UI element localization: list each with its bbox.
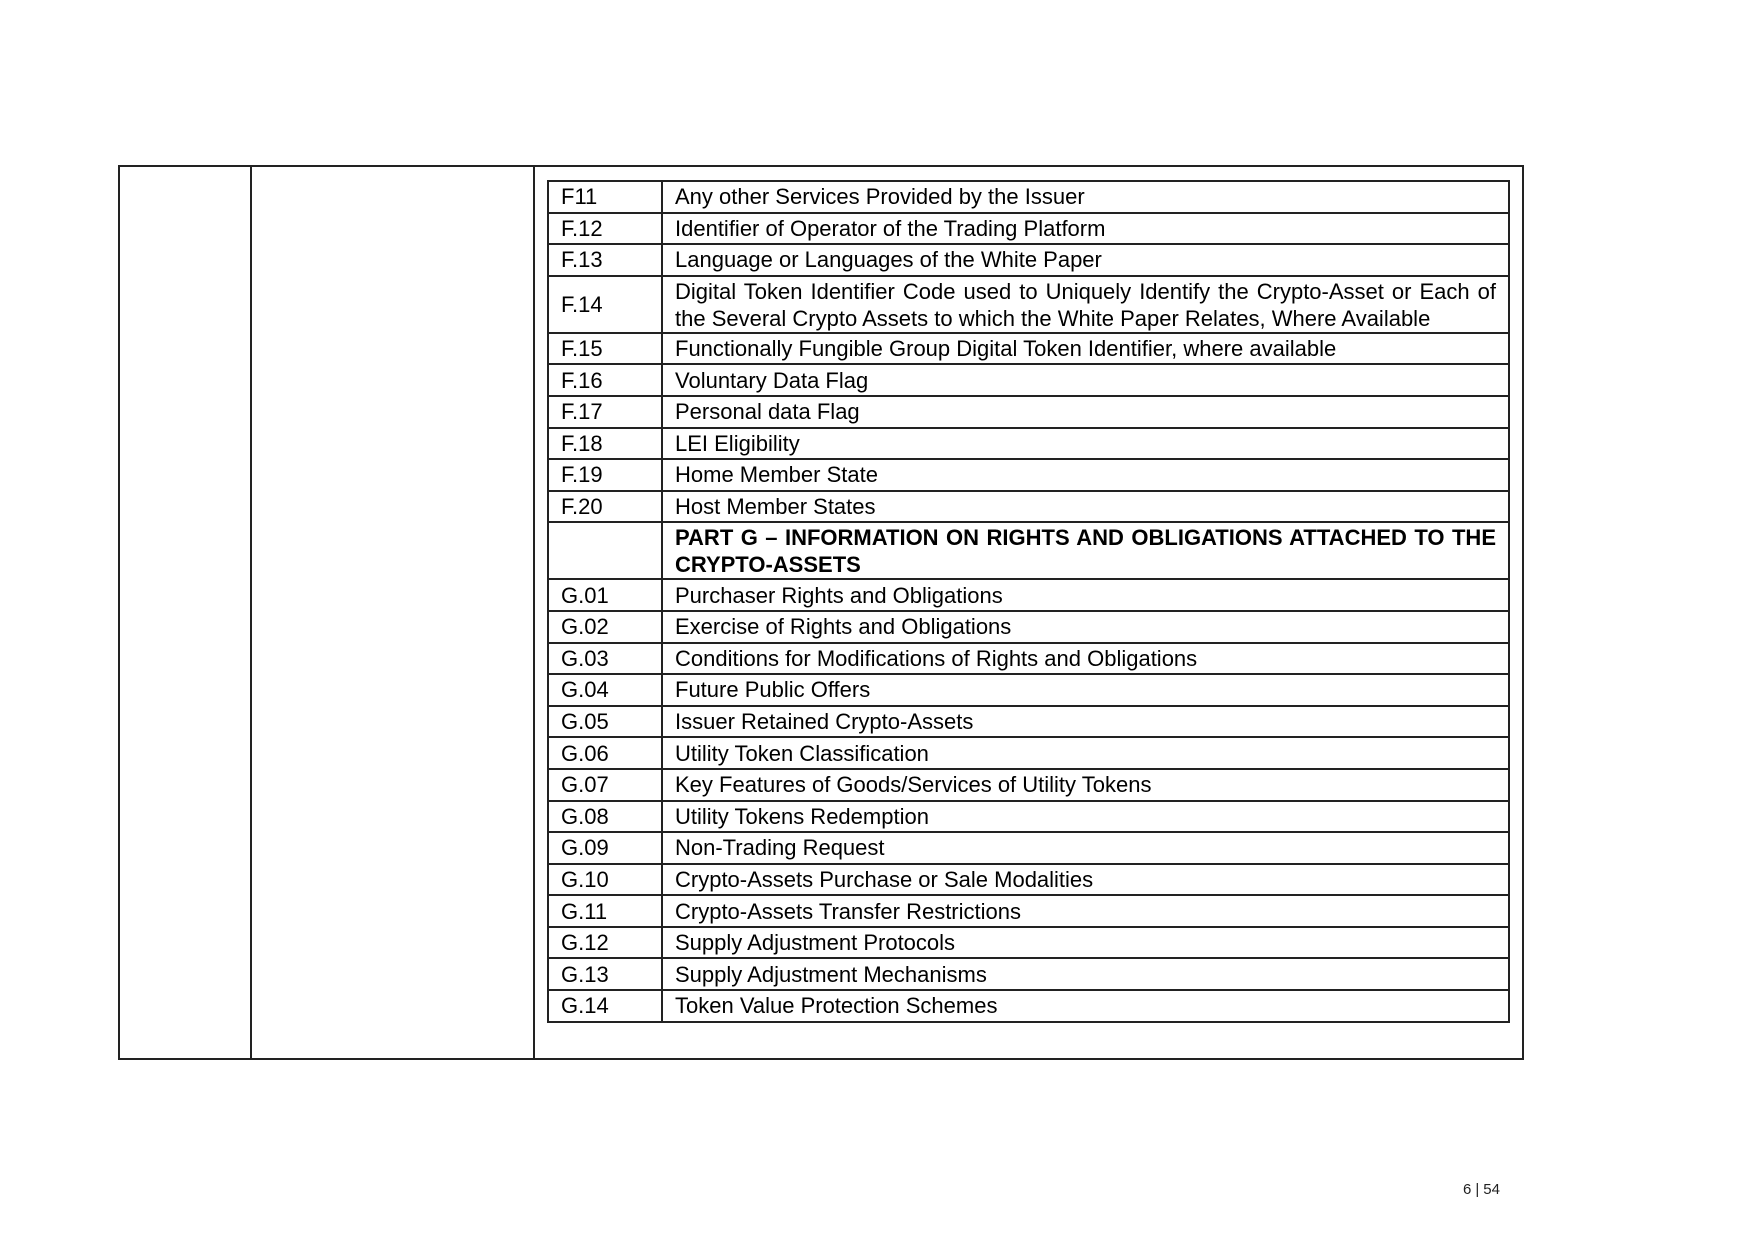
field-code: G.09 (548, 832, 662, 864)
field-code: G.12 (548, 927, 662, 959)
field-code: F.20 (548, 491, 662, 523)
field-code: G.10 (548, 864, 662, 896)
field-code: F.18 (548, 428, 662, 460)
field-code: G.05 (548, 706, 662, 738)
field-description: Personal data Flag (662, 396, 1509, 428)
field-code: G.03 (548, 643, 662, 675)
field-description: Supply Adjustment Mechanisms (662, 958, 1509, 990)
table-row (548, 428, 1509, 460)
field-code: G.11 (548, 895, 662, 927)
table-row (548, 244, 1509, 276)
field-code: G.01 (548, 579, 662, 611)
field-description: Home Member State (662, 459, 1509, 491)
table-row (548, 737, 1509, 769)
page-number (1463, 1181, 1500, 1199)
table-row (548, 958, 1509, 990)
table-row (548, 864, 1509, 896)
outer-column-empty-1 (120, 167, 252, 1058)
table-row (548, 990, 1509, 1022)
outer-column-content (535, 167, 1522, 1058)
field-description: Supply Adjustment Protocols (662, 927, 1509, 959)
section-header-row (548, 522, 1509, 579)
table-row (548, 643, 1509, 675)
table-row (548, 491, 1509, 523)
field-description: Purchaser Rights and Obligations (662, 579, 1509, 611)
field-code: F.16 (548, 364, 662, 396)
field-code: G.14 (548, 990, 662, 1022)
table-row (548, 396, 1509, 428)
field-code: F.14 (548, 276, 662, 333)
table-row (548, 364, 1509, 396)
field-description: Functionally Fungible Group Digital Token Identifier, where available (662, 333, 1509, 365)
field-description: Key Features of Goods/Services of Utility Tokens (662, 769, 1509, 801)
page-total: 54 (1483, 1181, 1500, 1198)
field-code: G.02 (548, 611, 662, 643)
outer-column-empty-2 (252, 167, 535, 1058)
outer-table (118, 165, 1524, 1060)
page-current: 6 (1463, 1181, 1472, 1198)
table-row (548, 895, 1509, 927)
field-code: G.06 (548, 737, 662, 769)
field-description: Issuer Retained Crypto-Assets (662, 706, 1509, 738)
field-description: Crypto-Assets Transfer Restrictions (662, 895, 1509, 927)
field-description: Crypto-Assets Purchase or Sale Modalities (662, 864, 1509, 896)
field-description: Conditions for Modifications of Rights and Obligations (662, 643, 1509, 675)
field-code: F.19 (548, 459, 662, 491)
field-code: F.15 (548, 333, 662, 365)
table-row (548, 181, 1509, 213)
field-description: Utility Token Classification (662, 737, 1509, 769)
field-description: Voluntary Data Flag (662, 364, 1509, 396)
field-code: F.13 (548, 244, 662, 276)
field-description: Host Member States (662, 491, 1509, 523)
field-code: G.04 (548, 674, 662, 706)
field-description: Token Value Protection Schemes (662, 990, 1509, 1022)
table-row (548, 459, 1509, 491)
section-heading: PART G – INFORMATION ON RIGHTS AND OBLIGATIONS ATTACHED TO THE CRYPTO-ASSETS (662, 522, 1509, 579)
table-row (548, 333, 1509, 365)
table-row (548, 832, 1509, 864)
field-description: Future Public Offers (662, 674, 1509, 706)
table-row (548, 706, 1509, 738)
field-description: Non-Trading Request (662, 832, 1509, 864)
field-code: F11 (548, 181, 662, 213)
field-description: Any other Services Provided by the Issuer (662, 181, 1509, 213)
table-row (548, 611, 1509, 643)
table-row (548, 927, 1509, 959)
field-description: Language or Languages of the White Paper (662, 244, 1509, 276)
field-code (548, 522, 662, 579)
fields-table (547, 180, 1510, 1023)
field-description: Identifier of Operator of the Trading Platform (662, 213, 1509, 245)
field-description: Exercise of Rights and Obligations (662, 611, 1509, 643)
field-description: Utility Tokens Redemption (662, 801, 1509, 833)
field-description: Digital Token Identifier Code used to Uniquely Identify the Crypto-Asset or Each of the Several Crypto Assets to which the White Paper Relates, Where Available (662, 276, 1509, 333)
table-row (548, 801, 1509, 833)
table-row (548, 769, 1509, 801)
field-code: G.07 (548, 769, 662, 801)
field-code: F.12 (548, 213, 662, 245)
table-row (548, 579, 1509, 611)
table-row (548, 674, 1509, 706)
table-row (548, 213, 1509, 245)
field-code: G.13 (548, 958, 662, 990)
field-code: G.08 (548, 801, 662, 833)
page-separator: | (1475, 1181, 1480, 1198)
field-description: LEI Eligibility (662, 428, 1509, 460)
field-code: F.17 (548, 396, 662, 428)
table-row (548, 276, 1509, 333)
